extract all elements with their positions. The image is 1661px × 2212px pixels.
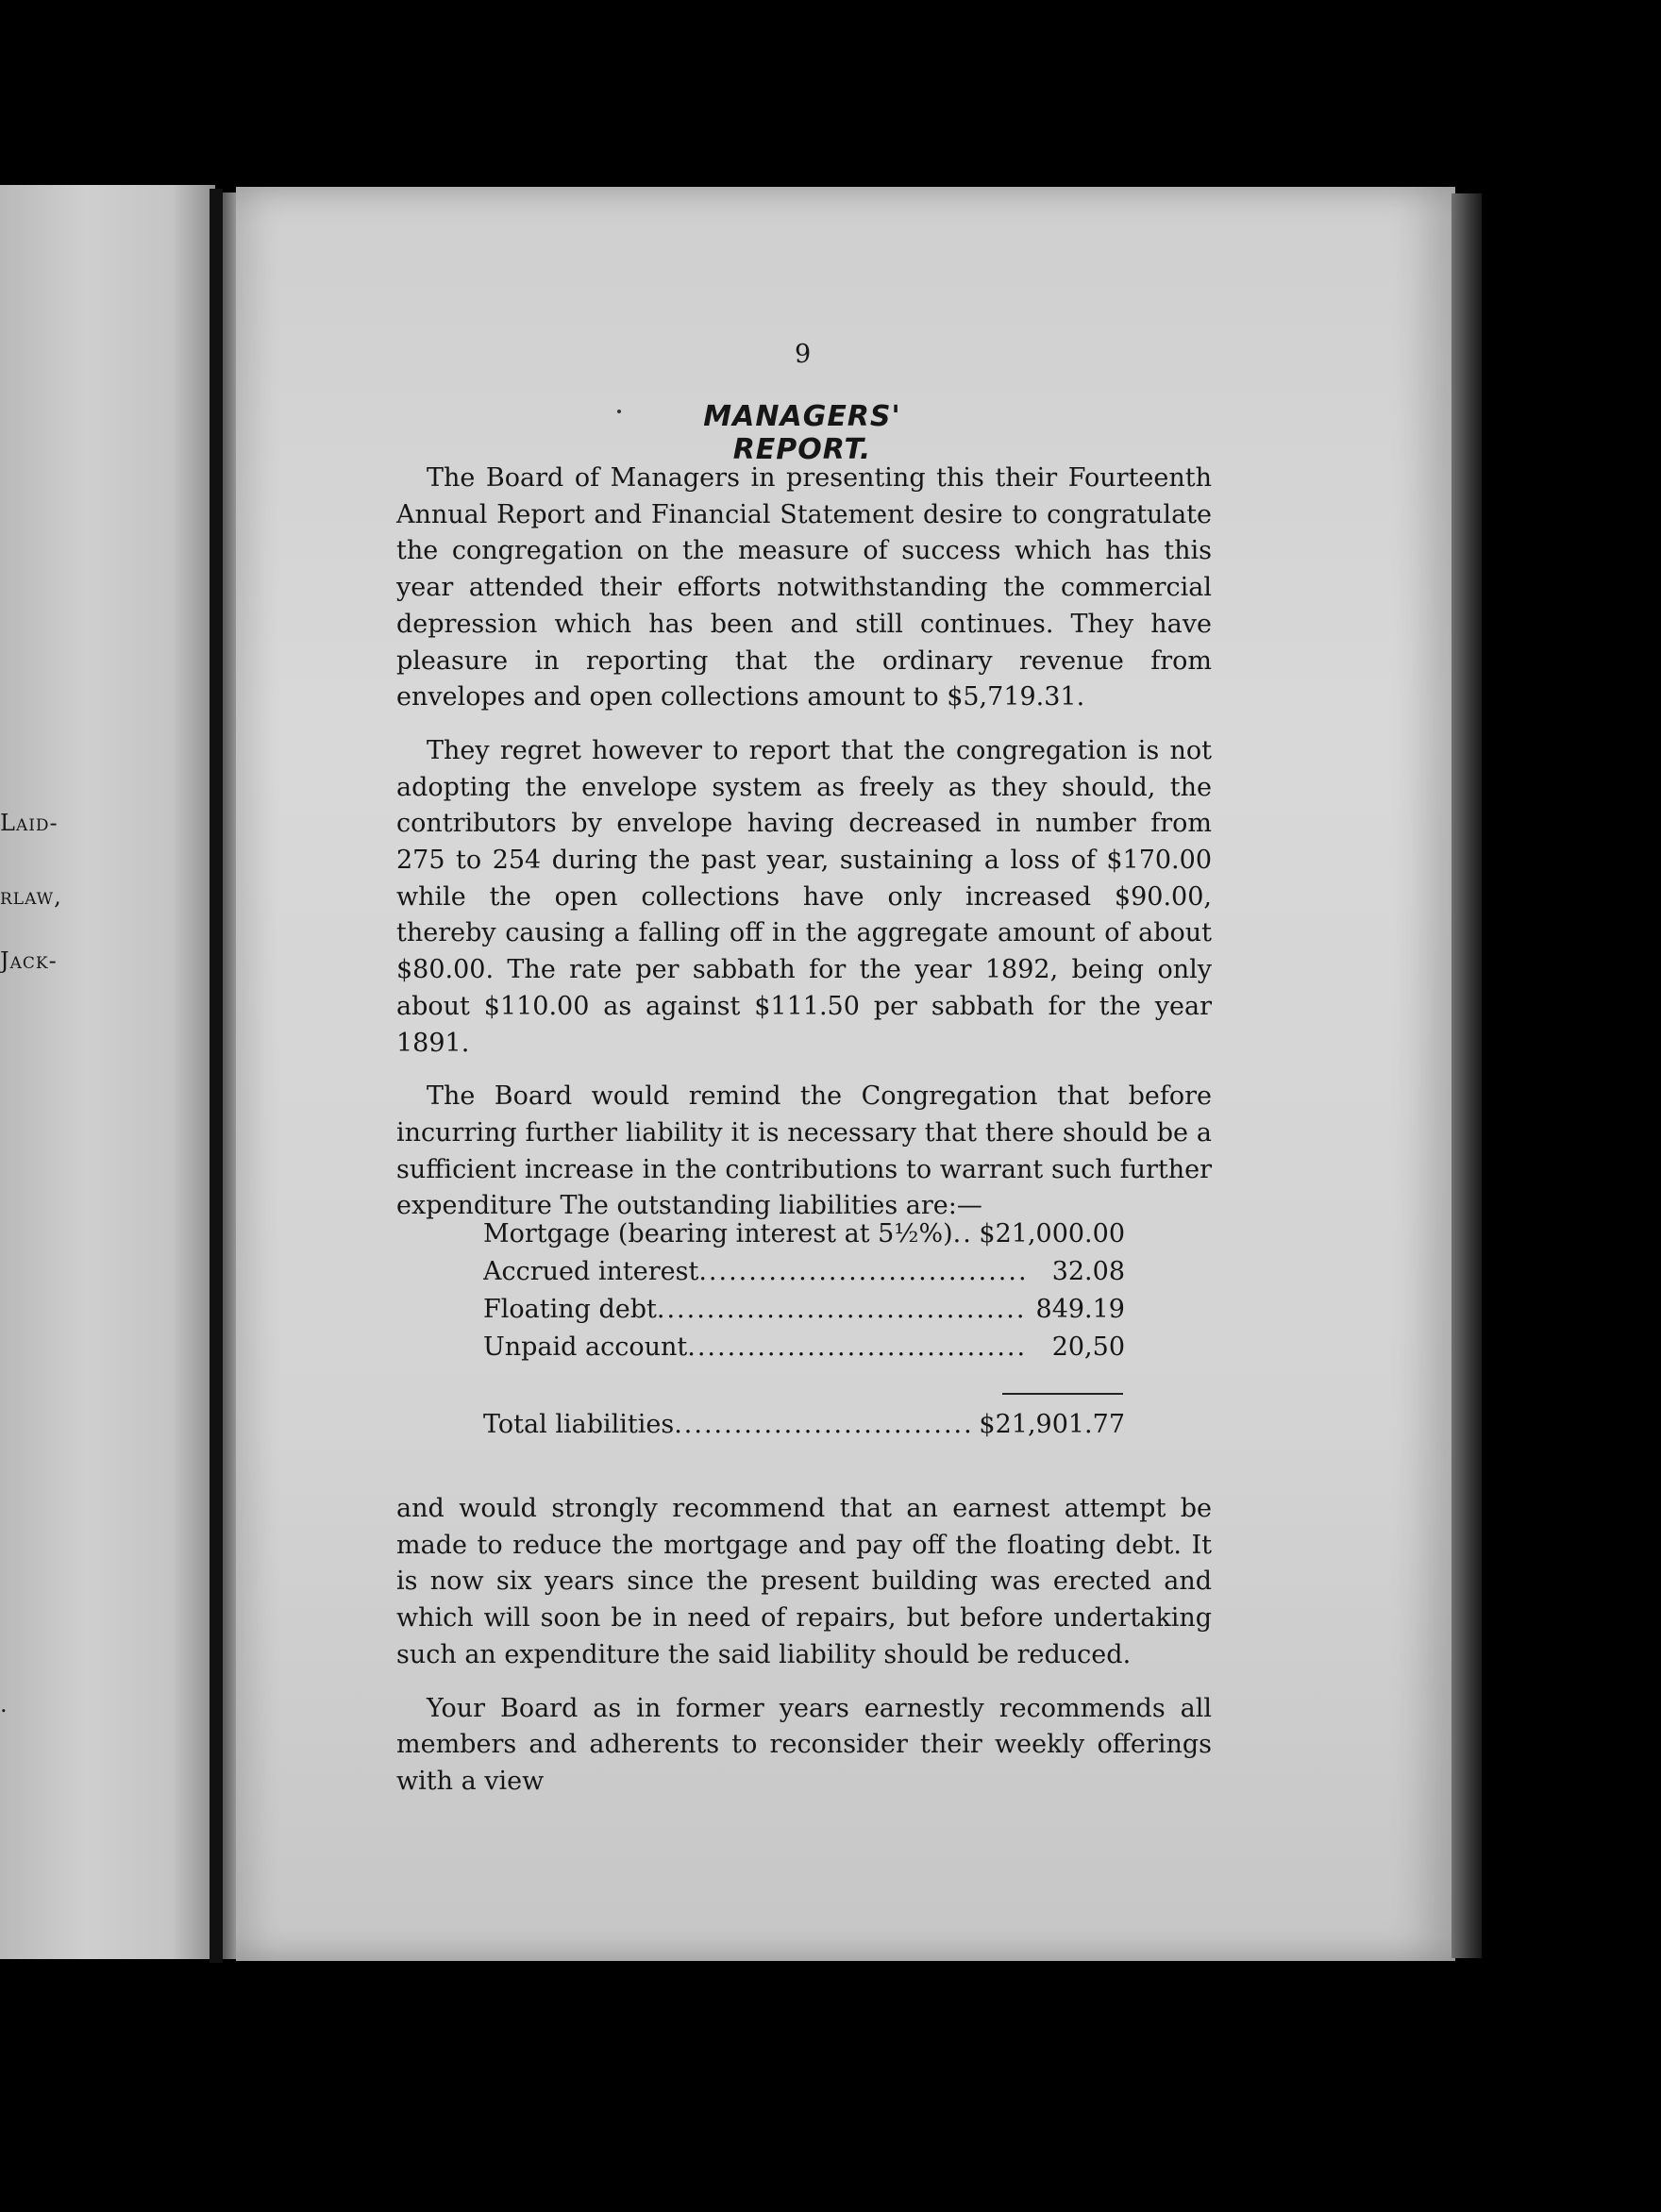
left-fragment-3: Jack- [0,947,58,974]
left-fragment-1: Laid- [0,810,59,836]
body-text-top [396,461,1212,1225]
liability-row [483,1219,1125,1257]
paragraph-2: They regret however to report that the congregation is not adopting the envelope system as freely as they should, the contributors by envelope having decreased in number from 275 to 254 during the past year, sustaining a loss of $170.00 while the open collections have only increased $90.00, thereby causing a falling off in the aggregate amount of about $80.00. The rate per sabbath for the year 1892, being only about $110.00 as against $111.50 per sabbath for the year 1891. [396,735,1212,1058]
paragraph-5: Your Board as in former years earnestly recommends all members and adherents to reconsider their weekly offerings with a view [396,1693,1212,1796]
paragraph-1: The Board of Managers in presenting this their Fourteenth Annual Report and Financial Statement desire to congratulate the congregation on the measure of success which has this year attended their efforts notwithstanding the commercial depression which has been and still continues. They have pleasure in reporting that the ordinary revenue from envelopes and open collections amount to $5,719.31. [396,463,1212,712]
leader-dots [657,1295,1027,1324]
liability-row [483,1295,1125,1332]
liability-amount: 849.19 [1035,1295,1125,1324]
left-fragment-4: . [0,1691,8,1718]
paragraph-4: and would strongly recommend that an earnest attempt be made to reduce the mortgage and pay off the floating debt. It is now six years since the present building was erected and which will soon be in need of repairs, but before undertaking such an expenditure the said liability should be reduced. [396,1494,1212,1669]
total-table [483,1410,1125,1448]
report-title: MANAGERS' REPORT. [703,400,901,466]
paragraph-3: The Board would remind the Congregation that before incurring further liability it is necessary that there should be a sufficient increase in the contributions to warrant such further expenditure The outstanding liabilities are:— [396,1081,1212,1221]
liability-row [483,1257,1125,1295]
sum-rule [1002,1393,1123,1395]
liabilities-table [483,1219,1125,1370]
total-label: Total liabilities [483,1410,675,1439]
liability-amount: $21,000.00 [979,1219,1125,1248]
liability-label: Mortgage (bearing interest at 5½%) [483,1219,953,1248]
book-spine [210,189,223,1963]
page-number: 9 [795,340,812,369]
liability-label: Accrued interest [483,1257,699,1286]
leader-dots [953,1219,976,1248]
total-amount: $21,901.77 [979,1410,1125,1439]
liability-amount: 20,50 [1051,1332,1125,1362]
liability-amount: 32.08 [1051,1257,1125,1286]
left-page [0,185,215,1959]
total-row [483,1410,1125,1448]
body-text-bottom [396,1491,1212,1801]
leader-dots [674,1410,975,1439]
stray-mark [617,410,621,413]
liability-label: Unpaid account [483,1332,688,1362]
left-fragment-2: rlaw, [0,883,62,910]
leader-dots [687,1332,1027,1362]
leader-dots [698,1257,1027,1286]
page-edge [1451,193,1482,1958]
liability-label: Floating debt [483,1295,657,1324]
liability-row [483,1332,1125,1370]
